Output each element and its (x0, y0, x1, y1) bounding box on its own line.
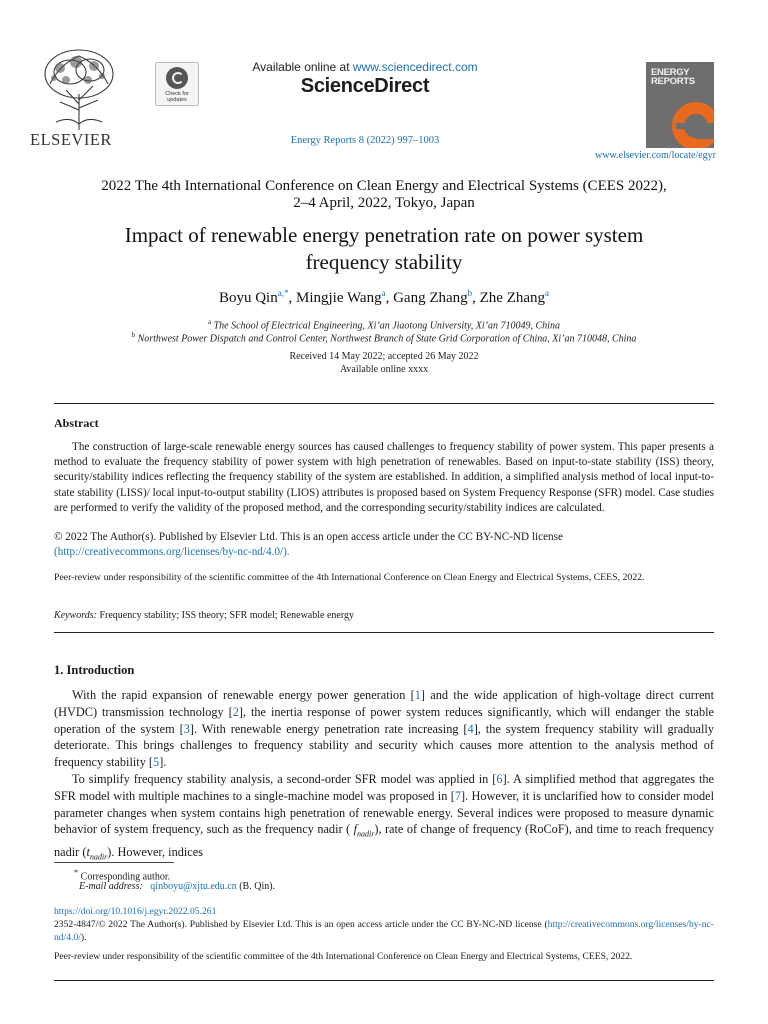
check-for-updates-badge[interactable] (155, 62, 199, 106)
cover-title: ENERGY REPORTS (651, 67, 695, 87)
issn-license-line: 2352-4847/© 2022 The Author(s). Published by Elsevier Ltd. This is an open access article under the CC BY-NC-ND license (http://creativecommons.org/licenses/by-nc-nd/4.0/). (54, 919, 714, 943)
author-email-link[interactable]: qinboyu@xjtu.edu.cn (150, 881, 237, 892)
footer-peer-review: Peer-review under responsibility of the scientific committee of the 4th International Conference on Clean Energy and Electrical Systems, CEES, 2022. (54, 951, 633, 962)
conference-line-1: 2022 The 4th International Conference on Clean Energy and Electrical Systems (CEES 2022), (101, 178, 667, 194)
footnote-divider (54, 862, 174, 863)
citation-link[interactable]: 7 (454, 788, 461, 803)
journal-reference[interactable]: Energy Reports 8 (2022) 997–1003 (290, 135, 440, 146)
abstract-heading: Abstract (54, 416, 99, 430)
conference-info (40, 178, 728, 212)
article-title: Impact of renewable energy penetration rate on power system frequency stability (124, 223, 644, 274)
journal-cover-image[interactable] (646, 62, 714, 148)
keywords: Keywords: Frequency stability; ISS theory; SFR model; Renewable energy (54, 610, 354, 621)
intro-paragraph-1: With the rapid expansion of renewable energy power generation [1] and the wide application of high-voltage direct current (HVDC) transmission technology [2], the inertia response of power system reduces significantly, which will endanger the stable operation of the system [3]. With renewable energy penetration rate increasing [4], the system frequency stability will gradually deteriorate. This brings challenges to frequency stability and security which causes more attention to the analysis method of frequency stability [5]. (54, 688, 714, 770)
math-variable: $f_{nadir}$ (353, 822, 375, 839)
sciencedirect-brand: ScienceDirect (300, 75, 430, 97)
section-heading-introduction: 1. Introduction (54, 663, 135, 677)
abstract-peer-review: Peer-review under responsibility of the scientific committee of the 4th International Conference on Clean Energy and Electrical Systems, CEES, 2022. (54, 572, 645, 583)
license-link[interactable]: (http://creativecommons.org/licenses/by-nc-nd/4.0/). (54, 546, 290, 559)
citation-link[interactable]: 4 (467, 721, 474, 736)
cover-emblem-icon (666, 96, 714, 148)
citation-link[interactable]: 3 (183, 721, 190, 736)
check-updates-icon (166, 67, 188, 89)
email-note: E-mail address: qinboyu@xjtu.edu.cn (B. Qin). (79, 881, 276, 892)
author[interactable]: Mingjie Wang$^a$ (295, 288, 386, 306)
conference-line-2: 2–4 April, 2022, Tokyo, Japan (293, 195, 475, 211)
elsevier-logo (30, 44, 132, 152)
citation-link[interactable]: 5 (153, 755, 160, 770)
check-updates-label: Check for updates (165, 91, 189, 103)
citation-link[interactable]: 1 (414, 688, 421, 702)
author[interactable]: Zhe Zhang$^a$ (479, 288, 550, 306)
divider (54, 632, 714, 633)
intro-paragraph-2: To simplify frequency stability analysis, a second-order SFR model was applied in [6]. A simplified method that aggregates the SFR model with multiple machines to a single-machine model was proposed in [7]. However, it is unclarified how to consider model parameter changes when system contains high penetration of renewable energy. Several indices were proposed to measure dynamic behavior of system frequency, such as the frequency nadir ( $f_{nadir}$), rate of change of frequency (RoCoF), and time to reach frequency nadir $(t_{nadir})$. However, indices (54, 772, 714, 862)
affiliation: $^a$ The School of Electrical Engineering, Xi’an Jiaotong University, Xi’an 710049, China (208, 318, 560, 332)
abstract-copyright: © 2022 The Author(s). Published by Elsevier Ltd. This is an open access article under the CC BY-NC-ND license (http://creativecommons.org/licenses/by-nc-nd/4.0/). (54, 531, 563, 559)
abstract-text: The construction of large-scale renewable energy sources has caused challenges to frequency stability of power system. This paper presents a method to evaluate the frequency stability of power system with high penetration of renewables. Based on input-to-state stability (ISS) theory, security/stability indices reflecting the frequency stability of the system are established. In addition, a simplified analysis method of local input-to-state stability (LISS)/ local input-to-output stability (LIOS) attributes is proposed based on System Frequency Response (SFR) model. Case studies are performed to verify the validity of the proposed method, and the corresponding security/stability indices are calculated. (54, 441, 714, 514)
publisher-name: ELSEVIER (30, 130, 112, 149)
math-variable: $t_{nadir}$ (86, 844, 108, 862)
author-list: Boyu Qin$^{a,*}$, Mingjie Wang$^a$, Gang Zhang$^b$, Zhe Zhang$^a$ (218, 288, 550, 306)
corresponding-author-note: * Corresponding author. (74, 868, 171, 883)
divider (54, 403, 714, 404)
issn-license-link[interactable]: http://creativecommons.org/licenses/by-nc-nd/4.0/ (54, 919, 714, 943)
available-online-line (230, 60, 500, 74)
divider (54, 980, 714, 981)
received-dates: Received 14 May 2022; accepted 26 May 2022 (289, 351, 479, 362)
sciencedirect-link[interactable]: www.sciencedirect.com (352, 60, 478, 74)
author[interactable]: Gang Zhang$^b$ (393, 288, 473, 306)
doi-link[interactable]: https://doi.org/10.1016/j.egyr.2022.05.261 (54, 906, 217, 917)
available-prefix: Available online at (252, 60, 353, 74)
affiliation: $^b$ Northwest Power Dispatch and Control Center, Northwest Branch of State Grid Corporation of China, Xi’an 710048, China (131, 331, 637, 345)
author[interactable]: Boyu Qin$^{a,*}$ (218, 288, 289, 306)
citation-link[interactable]: 2 (232, 704, 239, 719)
available-online-date: Available online xxxx (339, 364, 429, 375)
journal-homepage-link[interactable]: www.elsevier.com/locate/egyr (595, 150, 716, 161)
citation-link[interactable]: 6 (496, 772, 503, 786)
elsevier-tree-icon (30, 44, 128, 132)
